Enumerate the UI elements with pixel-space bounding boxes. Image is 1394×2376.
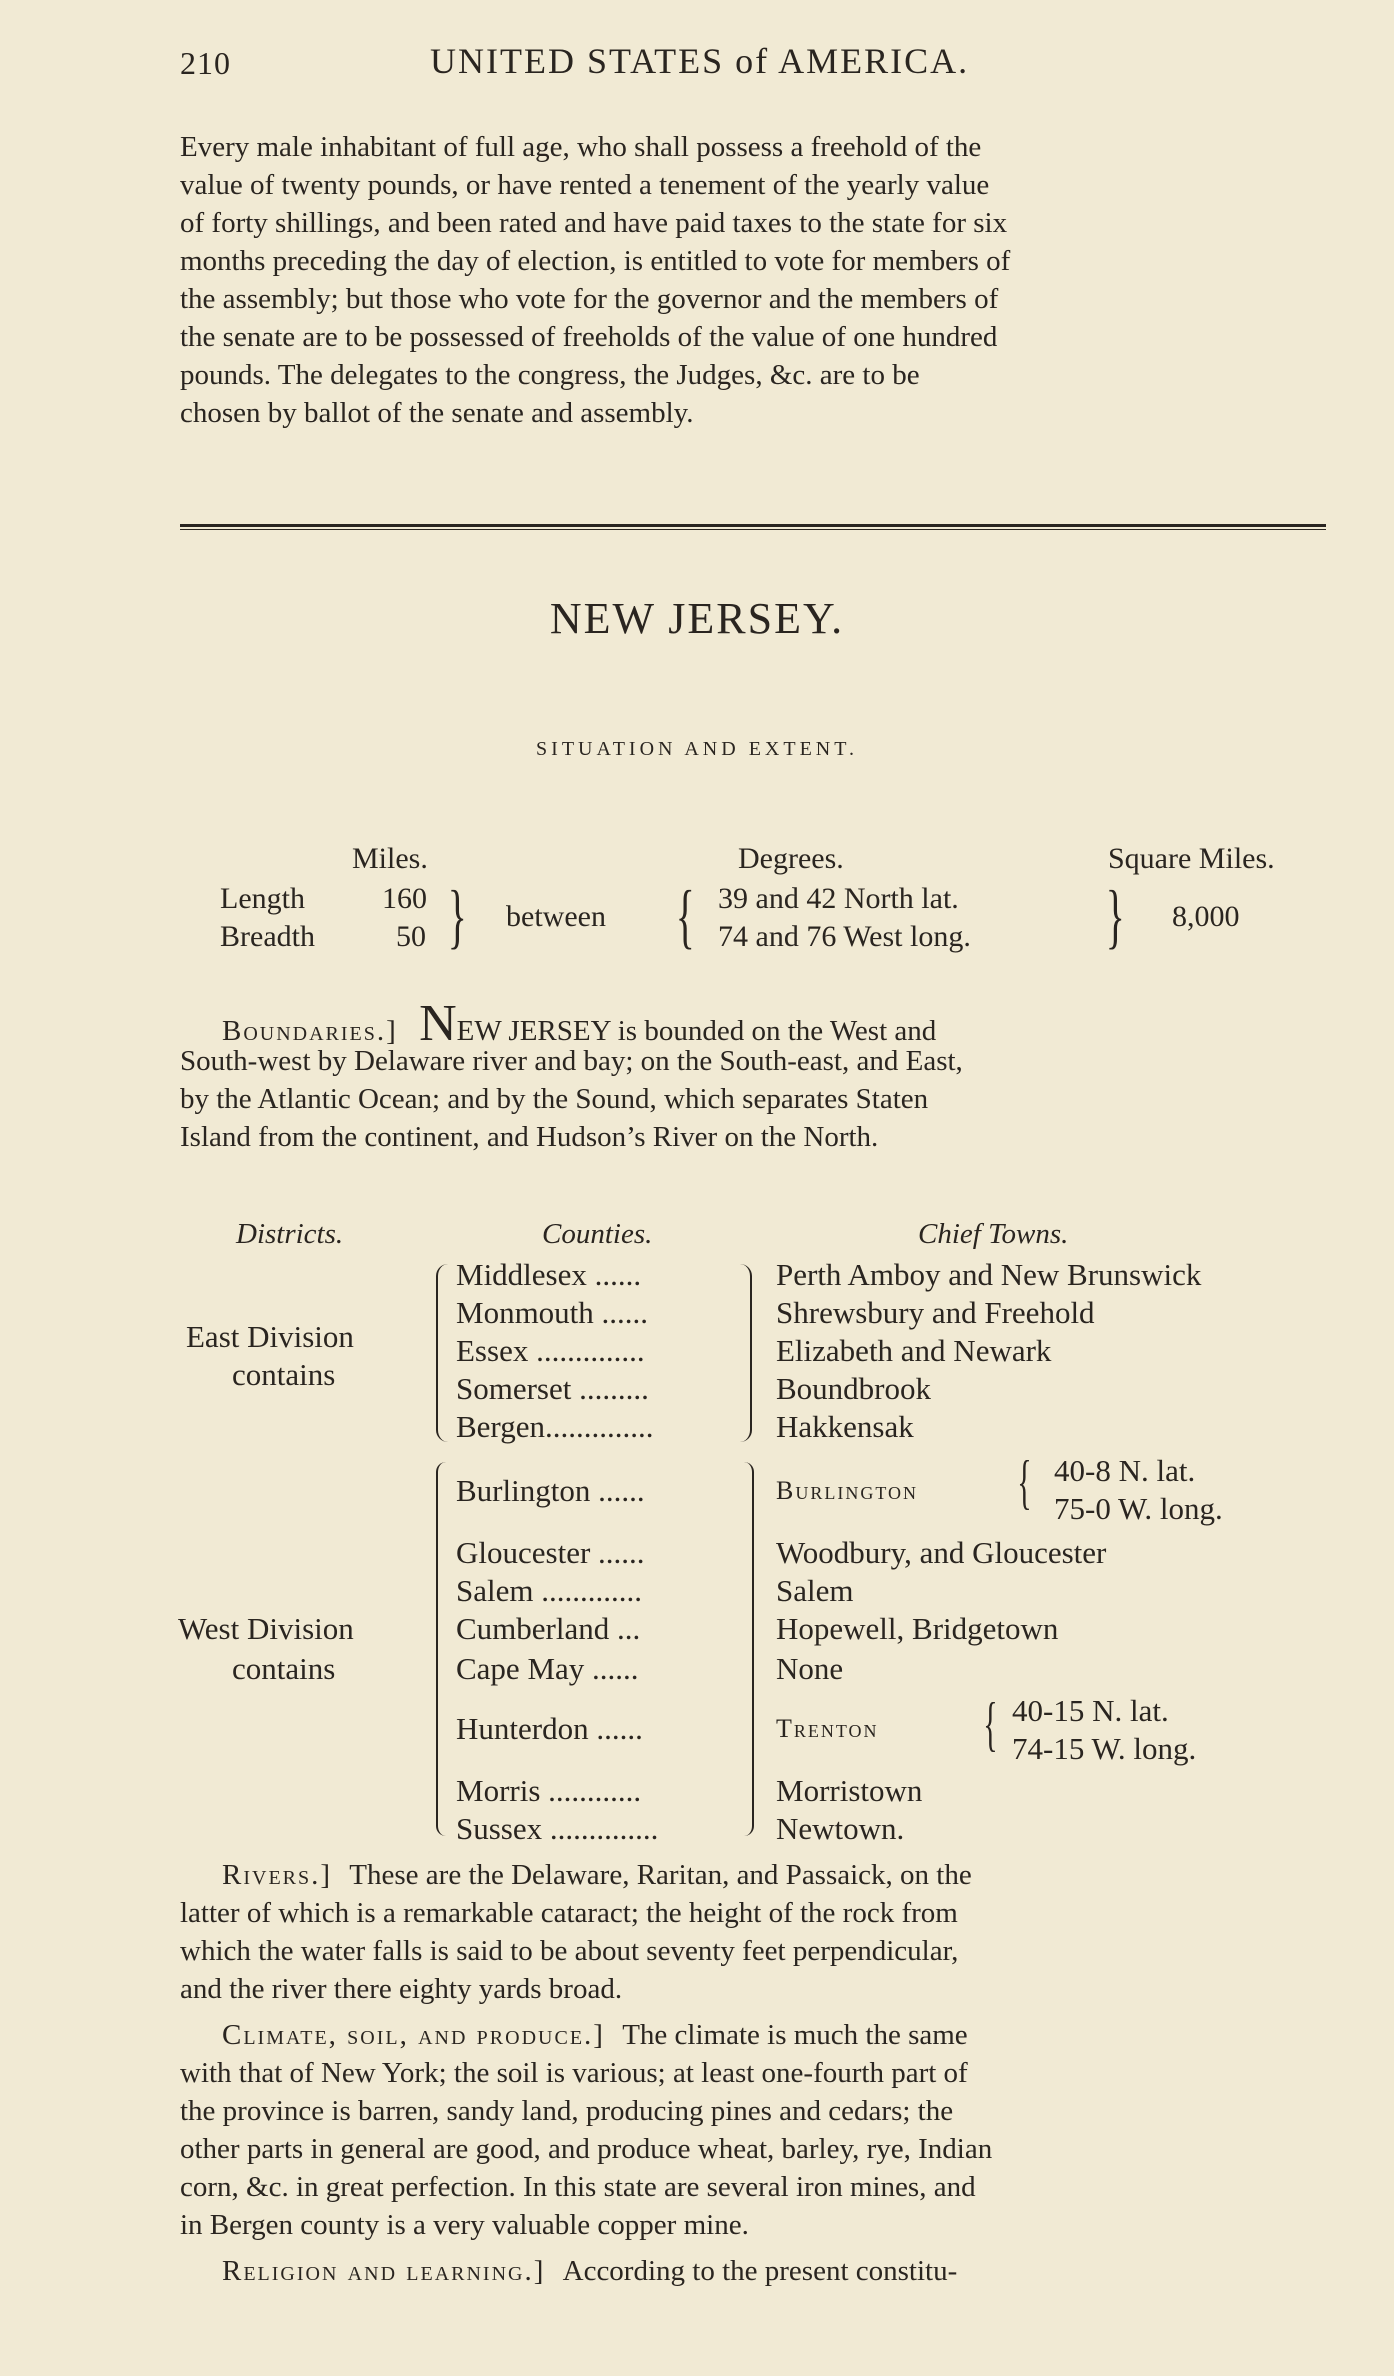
miles-label: Miles. — [352, 842, 428, 875]
towns-header: Chief Towns. — [918, 1218, 1069, 1250]
west-county: Gloucester ...... — [456, 1535, 645, 1570]
running-title: UNITED STATES of AMERICA. — [430, 41, 970, 81]
section-title: NEW JERSEY. — [549, 594, 845, 643]
intro-line: value of twenty pounds, or have rented a tenement of the yearly value — [180, 169, 990, 201]
east-county: Bergen.............. — [456, 1409, 654, 1444]
east-county: Monmouth ...... — [456, 1295, 649, 1330]
west-counties-brace — [436, 1462, 446, 1836]
east-division-label: East Division — [186, 1319, 354, 1354]
burlington-long: 75-0 W. long. — [1054, 1491, 1223, 1526]
length-value: 160 — [382, 882, 427, 915]
west-county: Hunterdon ...... — [456, 1711, 643, 1746]
boundaries-label: Boundaries.] — [222, 1015, 398, 1047]
religion-first-line — [222, 2252, 1326, 2290]
religion-label: Religion and learning.] — [222, 2255, 546, 2287]
east-town: Boundbrook — [776, 1371, 931, 1406]
east-county: Somerset ......... — [456, 1371, 649, 1406]
climate-first-line — [222, 2016, 1326, 2054]
west-town: Trenton — [776, 1714, 879, 1743]
west-county: Salem ............. — [456, 1573, 642, 1608]
west-town: Newtown. — [776, 1811, 905, 1846]
between-label: between — [506, 900, 606, 933]
boundaries-line: Island from the continent, and Hudson’s River on the North. — [180, 1121, 879, 1153]
west-town: None — [776, 1651, 844, 1686]
square-miles-label: Square Miles. — [1108, 842, 1275, 875]
opening-brace: { — [1017, 1449, 1032, 1515]
opening-brace: { — [675, 876, 695, 956]
east-town: Shrewsbury and Freehold — [776, 1295, 1095, 1330]
west-town: Salem — [776, 1573, 854, 1608]
longitude-range: 74 and 76 West long. — [718, 920, 971, 953]
intro-paragraph — [180, 128, 1326, 432]
west-town: Morristown — [776, 1773, 923, 1808]
intro-line: months preceding the day of election, is entitled to vote for members of — [180, 245, 1011, 277]
climate-label: Climate, soil, and produce.] — [222, 2019, 605, 2051]
districts-header: Districts. — [236, 1218, 344, 1250]
boundaries-line: South-west by Delaware river and bay; on the South-east, and East, — [180, 1045, 963, 1077]
east-county: Middlesex ...... — [456, 1257, 642, 1292]
climate-line: The climate is much the same — [622, 2019, 968, 2051]
west-town: Woodbury, and Gloucester — [776, 1535, 1107, 1570]
east-town: Elizabeth and Newark — [776, 1333, 1052, 1368]
west-county: Cumberland ... — [456, 1611, 641, 1646]
intro-line: of forty shillings, and been rated and have paid taxes to the state for six — [180, 207, 1008, 239]
degrees-label: Degrees. — [738, 842, 844, 875]
rivers-line: which the water falls is said to be about seventy feet perpendicular, — [180, 1935, 959, 1967]
section-rule — [180, 524, 1326, 527]
intro-line: chosen by ballot of the senate and assembly. — [180, 397, 694, 429]
climate-line: the province is barren, sandy land, producing pines and cedars; the — [180, 2095, 954, 2127]
climate-line: in Bergen county is a very valuable copper mine. — [180, 2209, 749, 2241]
section-rule-thin — [180, 529, 1326, 530]
intro-line: Every male inhabitant of full age, who shall possess a freehold of the — [180, 131, 982, 163]
trenton-lat: 40-15 N. lat. — [1012, 1693, 1169, 1728]
east-town: Perth Amboy and New Brunswick — [776, 1257, 1202, 1292]
rivers-label: Rivers.] — [222, 1859, 333, 1891]
square-miles-value: 8,000 — [1172, 900, 1240, 933]
latitude-range: 39 and 42 North lat. — [718, 882, 959, 915]
east-towns-brace — [740, 1264, 752, 1442]
boundaries-line: EW JERSEY is bounded on the West and — [456, 1015, 937, 1047]
climate-line: corn, &c. in great perfection. In this state are several iron mines, and — [180, 2171, 976, 2203]
west-division-contains: contains — [232, 1651, 336, 1686]
east-town: Hakkensak — [776, 1409, 914, 1444]
climate-paragraph — [180, 2054, 1326, 2244]
east-counties-brace — [436, 1264, 448, 1442]
counties-header: Counties. — [542, 1218, 653, 1250]
east-county: Essex .............. — [456, 1333, 645, 1368]
rivers-line: latter of which is a remarkable cataract; the height of the rock from — [180, 1897, 958, 1929]
breadth-label: Breadth — [220, 920, 315, 953]
west-county: Cape May ...... — [456, 1651, 639, 1686]
rivers-paragraph — [180, 1894, 1326, 2008]
length-label: Length — [220, 882, 305, 915]
climate-line: with that of New York; the soil is various; at least one-fourth part of — [180, 2057, 968, 2089]
west-towns-brace — [744, 1462, 754, 1836]
breadth-value: 50 — [396, 920, 426, 953]
religion-line: According to the present constitu- — [562, 2255, 958, 2287]
section-subtitle: SITUATION AND EXTENT. — [536, 738, 858, 760]
west-town: Hopewell, Bridgetown — [776, 1611, 1059, 1646]
boundaries-line: by the Atlantic Ocean; and by the Sound, which separates Staten — [180, 1083, 929, 1115]
west-county: Morris ............ — [456, 1773, 642, 1808]
rivers-first-line — [222, 1856, 1326, 1894]
intro-line: pounds. The delegates to the congress, the Judges, &c. are to be — [180, 359, 920, 391]
boundaries-continuation — [180, 1042, 1326, 1156]
rivers-line: and the river there eighty yards broad. — [180, 1973, 623, 2005]
opening-brace: { — [983, 1691, 998, 1757]
west-division-label: West Division — [178, 1611, 354, 1646]
drop-cap: N — [419, 995, 457, 1052]
closing-brace: } — [1105, 876, 1125, 956]
intro-line: the assembly; but those who vote for the governor and the members of — [180, 283, 999, 315]
rivers-line: These are the Delaware, Raritan, and Passaick, on the — [349, 1859, 972, 1891]
west-county: Burlington ...... — [456, 1473, 645, 1508]
closing-brace: } — [447, 876, 467, 956]
intro-line: the senate are to be possessed of freeholds of the value of one hundred — [180, 321, 998, 353]
climate-line: other parts in general are good, and produce wheat, barley, rye, Indian — [180, 2133, 993, 2165]
west-county: Sussex .............. — [456, 1811, 659, 1846]
burlington-lat: 40-8 N. lat. — [1054, 1453, 1196, 1488]
page-number: 210 — [180, 45, 231, 81]
west-town: Burlington — [776, 1476, 919, 1505]
east-division-contains: contains — [232, 1357, 336, 1392]
trenton-long: 74-15 W. long. — [1012, 1731, 1197, 1766]
